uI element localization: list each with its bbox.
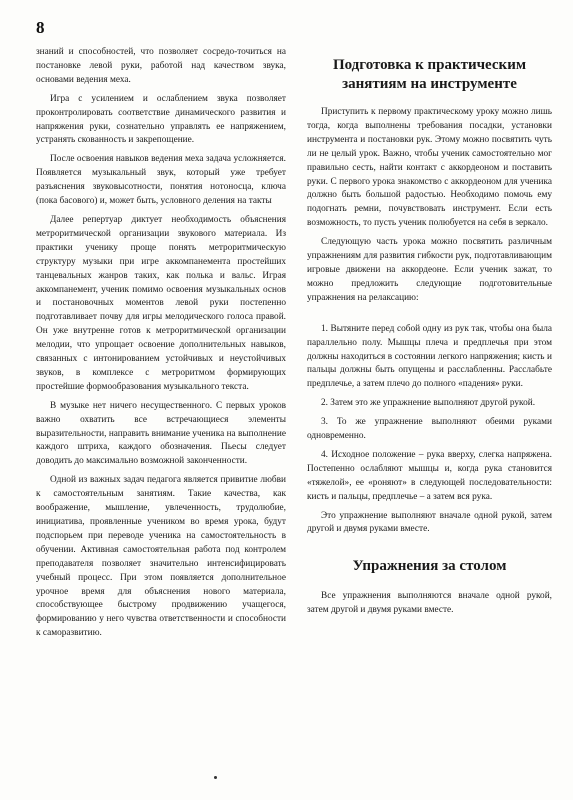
paragraph: Приступить к первому практическому уроку можно лишь тогда, когда выполнены требования посадки, установки инструмента и постановки рук. Этому можно посвятить чуть ли не целый урок. Важно, чтобы ученик самостоятельно мог правильно сесть, найти контакт с аккордеоном и поставить руки. С первого урока знакомство с аккордеоном для ученика должно быть большой радостью. Необходимо помочь ему подогнать ремни, почувствовать инструмент. Если есть возможность, то пусть ученик полюбуется на себя в зеркало. xyxy=(307,107,552,229)
paragraph: Это упражнение выполняют вначале одной рукой, затем другой и двумя руками вместе. xyxy=(307,510,552,535)
spacer xyxy=(307,311,552,323)
paragraph: Одной из важных задач педагога является привитие любви к самостоятельным занятиям. Такие качества, как воображение, мышление, увлеченность, трудолюбие, инициатива, проявленные учеником во время урока, будут подспорьем при переводе ученика на самостоятельность в обучении. Активная самостоятельная работа под контролем преподавателя позволяет значительно интенсифицировать учебный процесс. При этом появляется дополнительное урочное время для объяснения нового материала, способствующее быстрому продвижению учащегося, формированию у него чувства ответственности и способности к саморазвитию. xyxy=(36,475,286,639)
left-column xyxy=(36,46,286,646)
exercise-item: 2. Затем это же упражнение выполняют другой рукой. xyxy=(321,398,536,409)
exercise-item: 1. Вытяните перед собой одну из рук так, чтобы она была параллельно полу. Мышцы плеча и предплечья при этом должны находиться в состоянии легкого напряжения; кисть и пальцы должны быть опущены и расслабленны. Расслабьте предплечье, а затем плечо до полного «падения» руки. xyxy=(307,323,552,390)
paragraph: Следующую часть урока можно посвятить различным упражнениям для развития гибкости рук, подготавливающим игровые движени на аккордеоне. Если ученик зажат, то можно предложить следующие подготовительные упражнения на релаксацию: xyxy=(307,237,552,303)
print-speck xyxy=(214,776,217,779)
exercise-item: 3. То же упражнение выполняют обеими руками одновременно. xyxy=(307,417,552,442)
paragraph: В музыке нет ничего несущественного. С первых уроков важно охватить все встречающиеся элементы выразительности, направить внимание ученика на выполнение каждого штриха, каждого обозначения. Пьесы следует доводить до максимально возможной законченности. xyxy=(36,400,286,467)
paragraph: Все упражнения выполняются вначале одной рукой, затем другой и двумя руками вместе. xyxy=(307,591,552,616)
paragraph: знаний и способностей, что позволяет сосредо-точиться на постановке левой руки, работой над качеством звука, основами ведения меха. xyxy=(36,47,286,85)
section-heading: Упражнения за столом xyxy=(352,558,507,575)
exercise-item: 4. Исходное положение – рука вверху, слегка напряжена. Постепенно ослабляют мышцы и, когда рука становится «тяжелой», ее «роняют» в следующей последовательности: кисть и пальцы, предплечье – а затем вся рука. xyxy=(307,449,552,502)
section-heading: Подготовка к практическим занятиям на инструменте xyxy=(332,57,527,92)
paragraph: Игра с усилением и ослаблением звука позволяет проконтролировать соответствие динамического развития и напряжения руки, сознательно управлять ее напряжением, устранять скованность и закрепощение. xyxy=(36,93,286,146)
page-number: 8 xyxy=(36,18,45,37)
right-column xyxy=(307,56,552,623)
paragraph: После освоения навыков ведения меха задача усложняется. Появляется музыкальный звук, который уже требует разъяснения звуковысотности, понятия нотоносца, ключа (пока басового) и, может быть, условного деления на такты xyxy=(36,154,286,207)
paragraph: Далее репертуар диктует необходимость объяснения метроритмической организации звукового материала. Из практики ученику проще понять метроритмическую структуру музыки при игре аккомпанемента простейших танцевальных жанров таких, как полька и вальс. Играя аккомпанемент, ученик помимо освоения музыкальных основ и постановочных моментов левой руки постепенно подготавливает почву для игры мелодического голоса правой. Он уже внутренне готов к метроритмической организации мелодии, что упрощает освоение дополнительных навыков, связанных с интонированием устойчивых и неустойчивых звуков, в комплексе с метроритмом формирующих простейшие формообразования музыкального текста. xyxy=(36,214,286,392)
